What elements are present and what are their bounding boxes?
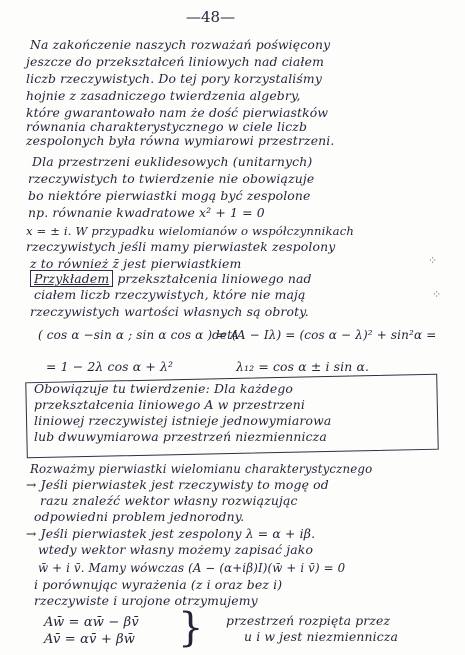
- theorem-line-2: przekształcenia liniowego A w przestrzeni: [34, 397, 305, 412]
- intro-line-1: Na zakończenie naszych rozważań poświęcony: [30, 37, 331, 52]
- analysis-line-7: w̄ + i v̄. Mamy wówczas (A − (α+iβ)I)(w̄ + i v̄) = 0: [38, 561, 346, 575]
- rotation-matrix: ( cos α −sin α ; sin α cos α ) = A: [38, 328, 240, 342]
- theorem-line-1: Obowiązuje tu twierdzenie: Dla każdego: [34, 381, 294, 396]
- intro-line-4: hojnie z zasadniczego twierdzenia algebry,: [26, 88, 301, 103]
- eigen-roots: λ₁₂ = cos α ± i sin α.: [236, 359, 370, 374]
- intro-line-7: zespolonych była równa wymiarowi przestrzeni.: [26, 133, 335, 148]
- analysis-line-3: razu znaleźć wektor własny rozwiązując: [40, 493, 298, 508]
- euclid-line-4: np. równanie kwadratowe x² + 1 = 0: [28, 205, 265, 220]
- analysis-line-5: → Jeśli pierwiastek jest zespolony λ = α + iβ.: [26, 526, 316, 541]
- equation-2: Av̄ = αv̄ + βw̄: [44, 632, 136, 647]
- conclusion-line-2: u i w jest niezmiennicza: [244, 629, 399, 644]
- euclid-line-1: Dla przestrzeni euklidesowych (unitarnych): [32, 154, 313, 169]
- analysis-line-6: wtedy wektor własny możemy zapisać jako: [38, 542, 314, 557]
- characteristic-polynomial: = 1 − 2λ cos α + λ²: [46, 359, 174, 374]
- margin-mark-1: ⁘: [428, 254, 438, 267]
- intro-line-6: równania charakterystycznego w ciele liczb: [26, 119, 308, 134]
- euclid-line-2: rzeczywistych to twierdzenie nie obowiązuje: [28, 171, 315, 186]
- intro-line-3: liczb rzeczywistych. Do tej pory korzystaliśmy: [26, 71, 322, 86]
- example-line-1: [30, 272, 312, 286]
- intro-line-2: jeszcze do przekształceń liniowych nad ciałem: [26, 54, 324, 69]
- det-formula: det(A − Iλ) = (cos α − λ)² + sin²α =: [212, 328, 437, 342]
- right-brace: }: [178, 605, 204, 651]
- analysis-line-8: i porównując wyrażenia (z i oraz bez i): [34, 577, 283, 592]
- euclid-line-7: z to również z̄ jest pierwiastkiem: [30, 256, 242, 271]
- example-label: Przykładem: [30, 270, 113, 287]
- euclid-line-5: x = ± i. W przypadku wielomianów o współczynnikach: [26, 224, 354, 238]
- theorem-line-4: lub dwuwymiarowa przestrzeń niezmiennicza: [34, 429, 327, 444]
- euclid-line-3: bo niektóre pierwiastki mogą być zespolone: [28, 188, 311, 203]
- analysis-line-4: odpowiedni problem jednorodny.: [34, 509, 245, 524]
- intro-line-5: które gwarantowało nam że dość pierwiastków: [26, 105, 329, 120]
- page-number: —48—: [186, 8, 236, 26]
- euclid-line-6: rzeczywistych jeśli mamy pierwiastek zespolony: [26, 239, 336, 254]
- example-line-2: ciałem liczb rzeczywistych, które nie mają: [34, 287, 306, 302]
- analysis-line-1: Rozważmy pierwiastki wielomianu charakterystycznego: [30, 462, 373, 476]
- analysis-line-2: → Jeśli pierwiastek jest rzeczywisty to mogę od: [26, 477, 329, 492]
- margin-mark-2: ⁘: [432, 288, 442, 301]
- theorem-line-3: liniowej rzeczywistej istnieje jednowymiarowa: [34, 413, 332, 428]
- analysis-line-9: rzeczywiste i urojone otrzymujemy: [34, 593, 258, 608]
- example-line-3: rzeczywistych wartości własnych są obroty.: [30, 304, 309, 319]
- equation-1: Aw̄ = αw̄ − βv̄: [44, 615, 139, 630]
- example-text-1: przekształcenia liniowego nad: [117, 271, 312, 286]
- conclusion-line-1: przestrzeń rozpięta przez: [226, 613, 391, 628]
